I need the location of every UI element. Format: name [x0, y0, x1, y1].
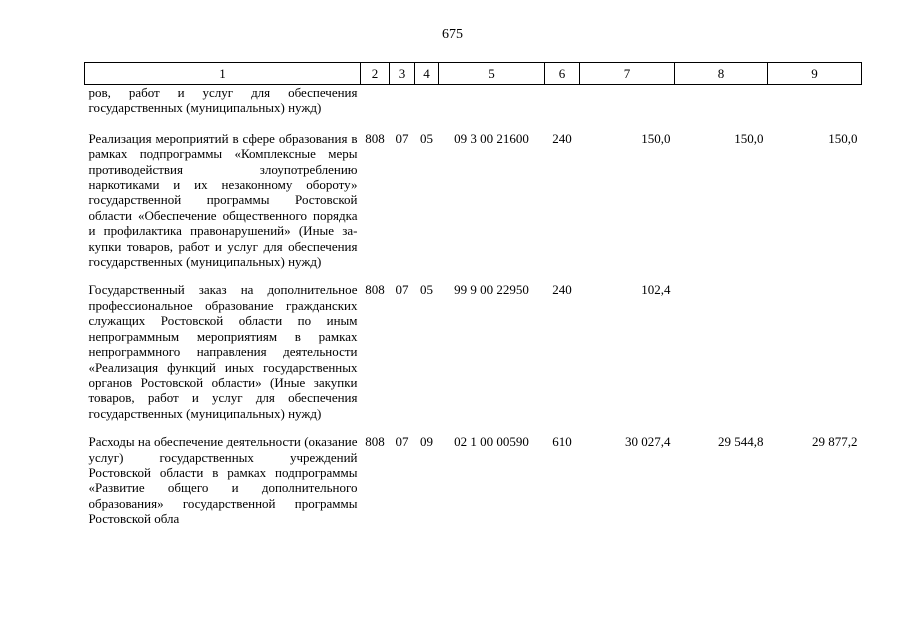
cell-target-article: 09 3 00 21600 — [454, 130, 529, 146]
cell-code: 808 — [365, 130, 385, 146]
cell-expense-type: 240 — [552, 282, 572, 298]
cell-amount-col7: 30 027,4 — [625, 434, 671, 450]
cell-target-article: 99 9 00 22950 — [454, 282, 529, 298]
table-row — [85, 434, 862, 539]
row-description: Реализация мероприятий в сфере образования в рамках подпрограммы «Комплексные меры противодействия злоупотреблению наркотиками и их незаконному обороту» государственной программы Ростовской области «Обеспечение общественного порядка и профилактика правонарушений» (Иные закупки товаров, работ и услуг для обеспечения государственных (муниципальных) нужд) — [88, 130, 358, 270]
cell-amount-col7: 102,4 — [641, 282, 671, 298]
cell-subsection: 05 — [420, 130, 433, 146]
cell-code: 808 — [365, 282, 385, 298]
cell-section: 07 — [395, 434, 409, 450]
row-description: Государственный заказ на дополнительное профессиональное образование гражданских служащих Ростовской области по иным непрограммным мероприятиям в рамках непрограммного направления деятельности «Реализация функций иных государственных органов Ростовской области» (Иные закупки товаров, работ и услуг для обеспечения государственных (муниципальных) нужд) — [88, 282, 358, 421]
header-col-4: 4 — [415, 63, 439, 85]
cell-expense-type: 610 — [552, 434, 572, 450]
cell-code — [361, 85, 390, 131]
cell-amount-col7: 150,0 — [641, 130, 671, 146]
header-row — [85, 63, 862, 85]
cell-amount-col8: 29 544,8 — [718, 434, 764, 450]
row-description: ров, работ и услуг для обеспечения государственных (муниципальных) нужд) — [88, 85, 358, 116]
table-row — [85, 131, 862, 283]
cell-target-article: 02 1 00 00590 — [454, 434, 529, 450]
row-description: Расходы на обеспечение деятельности (оказание услуг) государственных учреждений Ростовской области в рамках подпрограммы «Развитие общего и дополнительного образования» государственной программы Ростовской обла — [88, 434, 358, 527]
page-number: 675 — [442, 27, 463, 42]
table-row — [85, 85, 862, 131]
cell-section: 07 — [395, 282, 409, 298]
cell-expense-type: 240 — [552, 130, 572, 146]
header-col-5: 5 — [439, 63, 545, 85]
cell-amount-col9: 150,0 — [828, 130, 858, 146]
cell-subsection — [415, 85, 439, 131]
cell-amount-col9 — [768, 85, 862, 131]
header-col-9: 9 — [768, 63, 862, 85]
budget-table — [84, 62, 862, 540]
cell-amount-col8: 150,0 — [734, 130, 764, 146]
cell-amount-col8 — [675, 85, 768, 131]
header-col-6: 6 — [545, 63, 580, 85]
cell-amount-col9: 29 877,2 — [812, 434, 858, 450]
cell-subsection: 09 — [420, 434, 433, 450]
cell-section: 07 — [395, 130, 409, 146]
cell-amount-col8 — [675, 282, 768, 434]
cell-target-article — [439, 85, 545, 131]
header-col-3: 3 — [390, 63, 415, 85]
cell-amount-col7 — [580, 85, 675, 131]
cell-section — [390, 85, 415, 131]
header-col-7: 7 — [580, 63, 675, 85]
header-col-2: 2 — [361, 63, 390, 85]
cell-code: 808 — [365, 434, 385, 450]
cell-amount-col9 — [768, 282, 862, 434]
table-row — [85, 282, 862, 434]
header-col-8: 8 — [675, 63, 768, 85]
cell-expense-type — [545, 85, 580, 131]
cell-subsection: 05 — [420, 282, 433, 298]
header-col-1: 1 — [85, 63, 361, 85]
